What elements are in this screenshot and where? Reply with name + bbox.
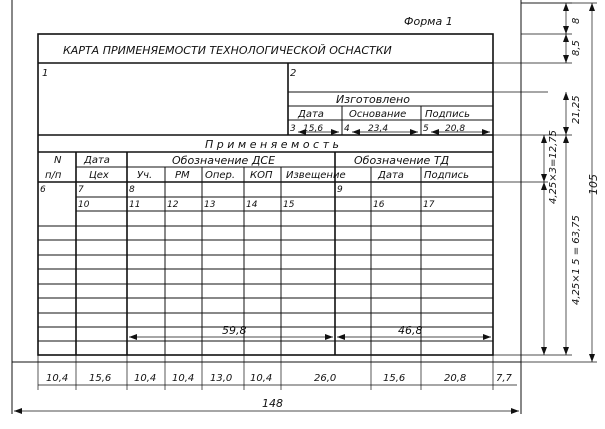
dim-23-4-top: 23,4 xyxy=(368,124,389,134)
dim-46-8: 46,8 xyxy=(398,324,423,337)
col-number-a: N xyxy=(54,155,62,166)
cell-number-15: 15 xyxy=(283,200,295,210)
cell-number-8: 8 xyxy=(129,185,135,195)
manufactured-label: Изготовлено xyxy=(336,93,410,106)
dim-bottom-3: 10,4 xyxy=(134,373,157,384)
cell-number-4: 4 xyxy=(344,124,350,134)
overall-width-dimension xyxy=(14,397,519,411)
col-shop: Цех xyxy=(89,170,109,181)
applicability-table xyxy=(38,152,493,355)
col-rm: РМ xyxy=(175,170,190,181)
dim-8: 8 xyxy=(571,17,582,24)
cell-number-10: 10 xyxy=(78,200,90,210)
field-2-number: 2 xyxy=(290,68,297,79)
bottom-dimension-chain xyxy=(38,355,517,390)
dim-bottom-1: 10,4 xyxy=(46,373,69,384)
cell-number-7: 7 xyxy=(78,185,84,195)
cell-number-9: 9 xyxy=(337,185,343,195)
form-label: Форма 1 xyxy=(404,15,453,28)
form-title: КАРТА ПРИМЕНЯЕМОСТИ ТЕХНОЛОГИЧЕСКОЙ ОСНАСТКИ xyxy=(63,44,392,57)
cell-number-11: 11 xyxy=(129,200,141,210)
dim-21-25: 21,25 xyxy=(571,95,582,124)
dim-bottom-2: 15,6 xyxy=(89,373,112,384)
cell-number-3: 3 xyxy=(290,124,296,134)
dim-63-75: 4,25×1 5 = 63,75 xyxy=(571,215,582,305)
manufactured-sign: Подпись xyxy=(425,109,470,120)
col-uch: Уч. xyxy=(137,170,153,181)
col-sign2: Подпись xyxy=(424,170,469,181)
manufactured-basis: Основание xyxy=(349,109,407,120)
dim-bottom-5: 13,0 xyxy=(210,373,233,384)
right-dimension-chain xyxy=(493,3,600,362)
col-kop: КОП xyxy=(250,170,273,181)
manufactured-block xyxy=(288,92,493,135)
cell-number-13: 13 xyxy=(204,200,216,210)
cell-number-14: 14 xyxy=(246,200,258,210)
dim-bottom-7: 26,0 xyxy=(314,373,337,384)
col-notice: Извещение xyxy=(286,170,346,181)
manufactured-date: Дата xyxy=(298,109,324,120)
cell-number-17: 17 xyxy=(423,200,435,210)
dim-bottom-6: 10,4 xyxy=(250,373,273,384)
td-header: Обозначение ТД xyxy=(354,154,450,167)
field-1-number: 1 xyxy=(42,68,49,79)
cell-number-6: 6 xyxy=(40,185,46,195)
col-number-b: п/п xyxy=(45,170,62,181)
cell-number-12: 12 xyxy=(167,200,179,210)
form-border xyxy=(38,34,493,355)
dse-header: Обозначение ДСЕ xyxy=(172,154,276,167)
dim-8-5: 8,5 xyxy=(571,40,582,56)
col-date2: Дата xyxy=(378,170,404,181)
col-date: Дата xyxy=(84,155,110,166)
applicability-label: П р и м е н я е м о с т ь xyxy=(205,138,339,151)
dim-15-6-top: 15,6 xyxy=(303,124,324,134)
col-oper: Опер. xyxy=(205,170,236,181)
internal-dimensions xyxy=(129,324,491,337)
cell-number-16: 16 xyxy=(373,200,385,210)
dim-bottom-4: 10,4 xyxy=(172,373,195,384)
dim-bottom-9: 20,8 xyxy=(444,373,467,384)
dim-bottom-10: 7,7 xyxy=(496,373,512,384)
dim-bottom-8: 15,6 xyxy=(383,373,406,384)
dim-total-148: 148 xyxy=(262,397,283,410)
cell-number-5: 5 xyxy=(423,124,429,134)
dim-12-75: 4,25×3=12,75 xyxy=(548,129,559,204)
dim-20-8-top: 20,8 xyxy=(445,124,466,134)
dim-59-8: 59,8 xyxy=(222,324,247,337)
dim-105: 105 xyxy=(587,174,600,195)
